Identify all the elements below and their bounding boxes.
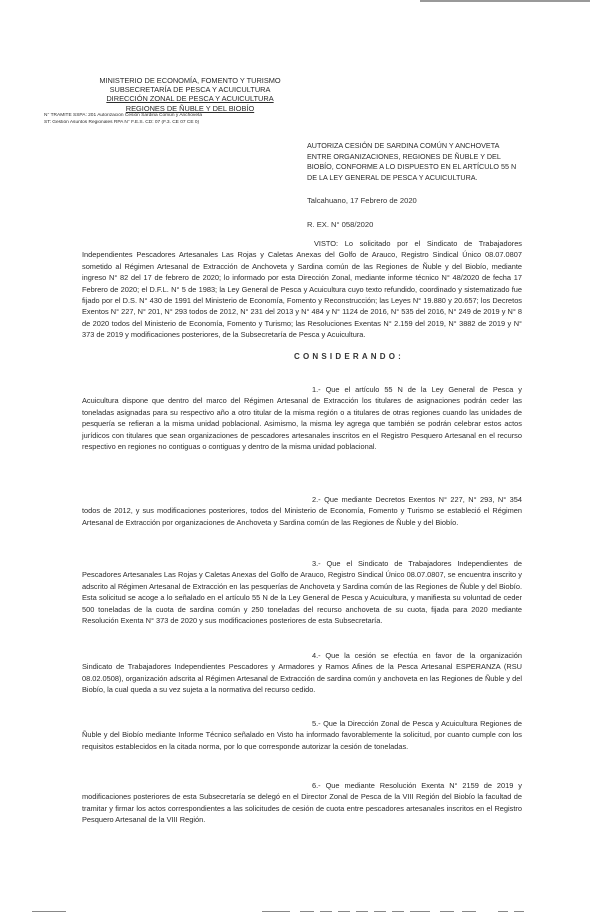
- paragraph-2: [82, 494, 522, 528]
- visto-paragraph: VISTO: Lo solicitado por el Sindicato de Trabajadores Independientes Pescadores Artesanales Las Rojas y Caletas Anexas del Golfo de Arauco, Registro Sindical Único 08.07.0807 sometido al Régimen Artesanal de Extracción de Anchoveta y Sardina común de las Regiones de Ñuble y del Biobío, mediante ingreso N° 82 del 17 de febrero de 2020; lo informado por esta Dirección Zonal, mediante informe técnico N° 48/2020 de fecha 17 Febrero de 2020; el D.F.L. N° 5 de 1983; la Ley General de Pesca y Acuicultura cuyo texto refundido, coordinado y sistematizado fue fijado por el D.S. N° 430 de 1991 del Ministerio de Economía, Fomento y Reconstrucción; las Leyes N° 19.880 y 20.657; los Decretos Exentos N° 227, N° 201, N° 293 todos de 2012, N° 231 del 2013 y N° 484 y N° 1124 de 2016, N° 535 del 2016, N° 249 de 2019 y N° 8 de 2020 todos del Ministerio de Economía, Fomento y Turismo; las Resoluciones Exentas N° 2.159 del 2019, N° 3882 de 2019 y N° 373 de 2019 y modificaciones posteriores, de la Subsecretaría de Pesca y Acuicultura.: [82, 239, 522, 340]
- footer-mark-left: [32, 911, 66, 912]
- paragraph-1: [82, 384, 522, 452]
- paragraph-6-lead: Que mediante Resolución Exenta N° 2159 de 2019 y: [325, 781, 522, 790]
- footer-mark-6: [374, 911, 386, 912]
- paragraph-2-text: 354 todos de 2012, y sus modificaciones posteriores, todos del Ministerio de Economía, Fomento y Turismo se estableció el Régimen Artesanal de Extracción por organizaciones de Anchoveta y Sardina común de las Regiones de Ñuble y del Biobío.: [82, 495, 522, 527]
- registry-line: ST: Gestión Asuntos Regionales RPA N° F.E.S. CD: 07 (F.3. CE 07 CE 0): [44, 119, 200, 125]
- resolution-title: AUTORIZA CESIÓN DE SARDINA COMÚN Y ANCHOVETA ENTRE ORGANIZACIONES, REGIONES DE ÑUBLE Y DEL BIOBÍO, CONFORME A LO DISPUESTO EN EL ARTÍCULO 55 N DE LA LEY GENERAL DE PESCA Y ACUICULTURA.: [307, 141, 517, 182]
- footer-mark-12: [514, 911, 524, 912]
- exempt-resolution-number: R. EX. N° 058/2020: [307, 220, 374, 229]
- footer-mark-2: [300, 911, 314, 912]
- paragraph-3-lead: Que el Sindicato de Trabajadores Independientes de: [326, 559, 522, 568]
- paragraph-5-number: 5.-: [312, 719, 321, 728]
- directorate-line: DIRECCIÓN ZONAL DE PESCA Y ACUICULTURA: [106, 94, 274, 104]
- paragraph-1-lead: Que el artículo 55 N de la Ley General de Pesca y: [325, 385, 522, 394]
- paragraph-3-number: 3.-: [312, 559, 321, 568]
- paragraph-6: [82, 780, 522, 826]
- paragraph-3-text: Pescadores Artesanales Las Rojas y Caletas Anexas del Golfo de Arauco, Registro Sindical Único 08.07.0807, se encuentra inscrito y adscrito al Régimen Artesanal de Extracción en las pesquerías de Anchoveta y Sardina común de las Regiones de Ñuble y del Biobío. Esta solicitud se acoge a lo señalado en el artículo 55 N de la Ley General de Pesca y Acuicultura, y manifiesta su voluntad de ceder 500 toneladas de la cuota de sardina común y 250 toneladas del recurso anchoveta de su cuota, fijada para 2020 mediante Resolución Exenta N° 373 de 2020 y sus modificaciones posteriores de esta Subsecretaría.: [82, 570, 522, 626]
- paragraph-6-text: modificaciones posteriores de esta Subsecretaría se delegó en el Director Zonal de Pesca de la VIII Región del Biobío la facultad de tramitar y firmar los actos correspondientes a las solicitudes de cesión de cuota entre pescadores artesanales inscritos en el Registro Pesquero Artesanal de la VIII Región.: [82, 792, 522, 825]
- paragraph-4-lead: Que la cesión se efectúa en favor de la organización: [325, 651, 522, 660]
- ministry-line: MINISTERIO DE ECONOMÍA, FOMENTO Y TURISMO: [99, 76, 281, 85]
- paragraph-1-text: Acuicultura dispone que dentro del marco del Régimen Artesanal de Extracción los titulares de asignaciones podrán ceder las toneladas asignadas para su respectivo año a otro titular de la misma región o a titulares de otras regiones cuando las unidades de pesquería se refieran a la misma unidad poblacional. Asimismo, la misma ley agrega que también se podrán celebrar estos actos jurídicos con titulares que sean organizaciones de pescadores artesanales inscritos en el Registro Pesquero Artesanal en el recurso respectivo en regiones no contiguas o contiguas y dentro de la misma unidad poblacional.: [82, 396, 522, 452]
- considerando-heading: CONSIDERANDO:: [294, 352, 405, 361]
- paragraph-1-number: 1.-: [312, 385, 321, 394]
- paragraph-6-number: 6.-: [312, 781, 321, 790]
- undersecretariat-line: SUBSECRETARÍA DE PESCA Y ACUICULTURA: [109, 85, 271, 95]
- footer-mark-10: [462, 911, 476, 912]
- paragraph-5: [82, 718, 522, 752]
- paragraph-2-number: 2.-: [312, 495, 321, 504]
- paragraph-5-text: Regiones de Ñuble y del Biobío mediante Informe Técnico señalado en Visto ha informado favorablemente la solicitud, por cuanto cumple con los requisitos establecidos en la citada norma, por lo que corresponde autorizar la cesión de toneladas.: [82, 719, 522, 751]
- procedure-line: N° TRAMITE SSPA: 201 Autorización Cesión Sardina Común y Anchoveta: [44, 112, 202, 118]
- place-date: Talcahuano, 17 Febrero de 2020: [307, 196, 417, 205]
- footer-mark-5: [356, 911, 368, 912]
- footer-mark-8: [410, 911, 430, 912]
- footer-mark-1: [262, 911, 290, 912]
- footer-mark-3: [320, 911, 332, 912]
- regions-line: REGIONES DE ÑUBLE Y DEL BIOBÍO: [125, 103, 255, 113]
- paragraph-3: [82, 558, 522, 626]
- letterhead: [44, 76, 298, 126]
- top-edge-mark: [420, 0, 590, 2]
- footer-mark-7: [392, 911, 404, 912]
- paragraph-2-lead: Que mediante Decretos Exentos N° 227, N° 293, N°: [324, 495, 507, 504]
- paragraph-4-text: Sindicato de Trabajadores Independientes Pescadores y Armadores y Ramos Afines de la Pesca Artesanal ESPERANZA (RSU 08.02.0508), organización adscrita al Régimen Artesanal de Extracción de sardina común y anchoveta en las Regiones de Ñuble y del Biobío, la cual queda a su vez sujeta a la normativa del recurso cedido.: [82, 662, 522, 695]
- footer-mark-9: [440, 911, 454, 912]
- footer-mark-11: [498, 911, 508, 912]
- paragraph-4: [82, 650, 522, 696]
- paragraph-5-lead: Que la Dirección Zonal de Pesca y Acuicultura: [323, 719, 478, 728]
- footer-mark-4: [338, 911, 350, 912]
- paragraph-4-number: 4.-: [312, 651, 321, 660]
